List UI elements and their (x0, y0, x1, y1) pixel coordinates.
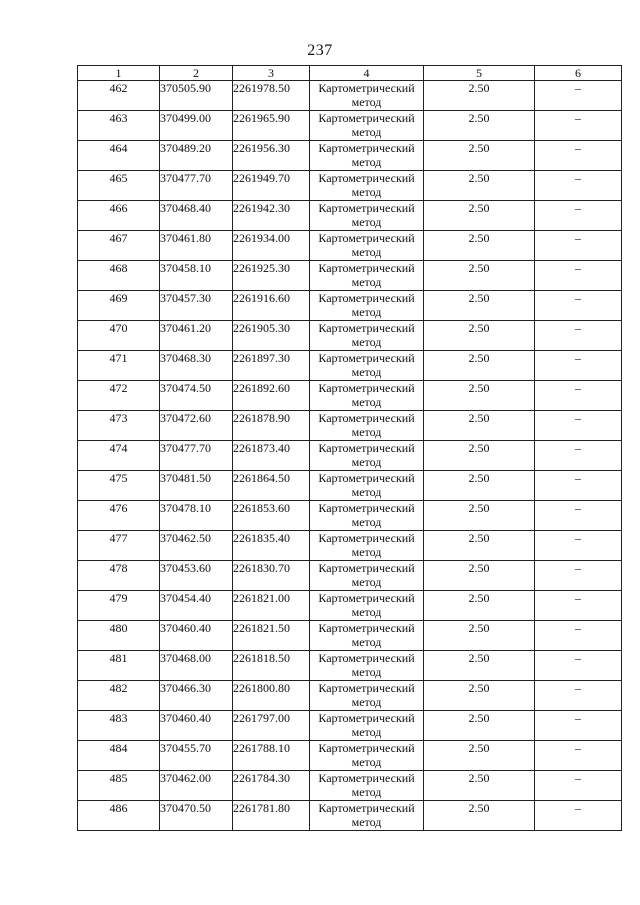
column-header: 1 (78, 66, 160, 81)
x-coordinate-cell: 370478.10 (160, 501, 233, 531)
accuracy-cell: 2.50 (424, 411, 535, 441)
method-text: метод (351, 665, 382, 679)
method-text: Картометрический (318, 231, 415, 245)
y-coordinate-cell: 2261965.90 (233, 111, 310, 141)
method-cell (310, 261, 424, 291)
method-text: Картометрический (318, 111, 415, 125)
method-text: метод (351, 605, 382, 619)
note-cell: – (535, 171, 622, 201)
method-text: метод (351, 395, 382, 409)
table-row (78, 111, 622, 141)
method-text: метод (351, 275, 382, 289)
y-coordinate-cell: 2261853.60 (233, 501, 310, 531)
accuracy-cell: 2.50 (424, 201, 535, 231)
y-coordinate-cell: 2261821.00 (233, 591, 310, 621)
accuracy-cell: 2.50 (424, 621, 535, 651)
accuracy-cell: 2.50 (424, 591, 535, 621)
accuracy-cell: 2.50 (424, 441, 535, 471)
method-cell (310, 111, 424, 141)
method-cell (310, 441, 424, 471)
y-coordinate-cell: 2261942.30 (233, 201, 310, 231)
y-coordinate-cell: 2261864.50 (233, 471, 310, 501)
method-text: Картометрический (318, 681, 415, 695)
table-row (78, 771, 622, 801)
accuracy-cell: 2.50 (424, 321, 535, 351)
table-row (78, 741, 622, 771)
method-cell (310, 411, 424, 441)
note-cell: – (535, 381, 622, 411)
table-row (78, 681, 622, 711)
x-coordinate-cell: 370477.70 (160, 441, 233, 471)
table-row (78, 381, 622, 411)
method-text: метод (351, 485, 382, 499)
method-text: Картометрический (318, 651, 415, 665)
method-text: метод (351, 125, 382, 139)
table-row (78, 711, 622, 741)
column-header: 6 (535, 66, 622, 81)
method-text: Картометрический (318, 171, 415, 185)
method-text: метод (351, 785, 382, 799)
accuracy-cell: 2.50 (424, 351, 535, 381)
note-cell: – (535, 291, 622, 321)
method-text: Картометрический (318, 621, 415, 635)
method-cell (310, 591, 424, 621)
method-text: Картометрический (318, 291, 415, 305)
x-coordinate-cell: 370453.60 (160, 561, 233, 591)
point-number-cell: 467 (78, 231, 160, 261)
table-row (78, 501, 622, 531)
method-text: метод (351, 725, 382, 739)
method-cell (310, 681, 424, 711)
point-number-cell: 472 (78, 381, 160, 411)
table-row (78, 321, 622, 351)
accuracy-cell: 2.50 (424, 231, 535, 261)
note-cell: – (535, 771, 622, 801)
y-coordinate-cell: 2261905.30 (233, 321, 310, 351)
note-cell: – (535, 561, 622, 591)
y-coordinate-cell: 2261835.40 (233, 531, 310, 561)
y-coordinate-cell: 2261916.60 (233, 291, 310, 321)
point-number-cell: 479 (78, 591, 160, 621)
method-text: метод (351, 185, 382, 199)
note-cell: – (535, 351, 622, 381)
method-cell (310, 171, 424, 201)
y-coordinate-cell: 2261784.30 (233, 771, 310, 801)
note-cell: – (535, 81, 622, 111)
x-coordinate-cell: 370468.40 (160, 201, 233, 231)
table-row (78, 471, 622, 501)
method-text: Картометрический (318, 711, 415, 725)
y-coordinate-cell: 2261925.30 (233, 261, 310, 291)
x-coordinate-cell: 370499.00 (160, 111, 233, 141)
method-text: метод (351, 335, 382, 349)
point-number-cell: 464 (78, 141, 160, 171)
method-text: Картометрический (318, 351, 415, 365)
method-text: метод (351, 245, 382, 259)
point-number-cell: 476 (78, 501, 160, 531)
point-number-cell: 474 (78, 441, 160, 471)
accuracy-cell: 2.50 (424, 681, 535, 711)
note-cell: – (535, 231, 622, 261)
table-row (78, 201, 622, 231)
note-cell: – (535, 111, 622, 141)
x-coordinate-cell: 370462.00 (160, 771, 233, 801)
y-coordinate-cell: 2261800.80 (233, 681, 310, 711)
x-coordinate-cell: 370454.40 (160, 591, 233, 621)
note-cell: – (535, 681, 622, 711)
table-row (78, 81, 622, 111)
method-cell (310, 741, 424, 771)
x-coordinate-cell: 370468.30 (160, 351, 233, 381)
point-number-cell: 483 (78, 711, 160, 741)
x-coordinate-cell: 370458.10 (160, 261, 233, 291)
table-row (78, 561, 622, 591)
table-row (78, 531, 622, 561)
note-cell: – (535, 621, 622, 651)
x-coordinate-cell: 370474.50 (160, 381, 233, 411)
accuracy-cell: 2.50 (424, 501, 535, 531)
method-cell (310, 381, 424, 411)
table-row (78, 651, 622, 681)
method-cell (310, 201, 424, 231)
accuracy-cell: 2.50 (424, 531, 535, 561)
method-text: Картометрический (318, 381, 415, 395)
column-header: 5 (424, 66, 535, 81)
accuracy-cell: 2.50 (424, 561, 535, 591)
x-coordinate-cell: 370481.50 (160, 471, 233, 501)
x-coordinate-cell: 370461.80 (160, 231, 233, 261)
method-text: метод (351, 815, 382, 829)
table-row (78, 621, 622, 651)
method-text: метод (351, 155, 382, 169)
method-text: Картометрический (318, 561, 415, 575)
accuracy-cell: 2.50 (424, 471, 535, 501)
method-cell (310, 561, 424, 591)
note-cell: – (535, 741, 622, 771)
method-text: метод (351, 695, 382, 709)
x-coordinate-cell: 370466.30 (160, 681, 233, 711)
method-text: Картометрический (318, 591, 415, 605)
accuracy-cell: 2.50 (424, 261, 535, 291)
table-row (78, 441, 622, 471)
point-number-cell: 480 (78, 621, 160, 651)
method-text: Картометрический (318, 141, 415, 155)
x-coordinate-cell: 370460.40 (160, 621, 233, 651)
x-coordinate-cell: 370489.20 (160, 141, 233, 171)
y-coordinate-cell: 2261873.40 (233, 441, 310, 471)
method-text: Картометрический (318, 741, 415, 755)
method-cell (310, 291, 424, 321)
method-text: метод (351, 95, 382, 109)
x-coordinate-cell: 370468.00 (160, 651, 233, 681)
x-coordinate-cell: 370461.20 (160, 321, 233, 351)
y-coordinate-cell: 2261934.00 (233, 231, 310, 261)
column-header: 2 (160, 66, 233, 81)
x-coordinate-cell: 370462.50 (160, 531, 233, 561)
point-number-cell: 481 (78, 651, 160, 681)
accuracy-cell: 2.50 (424, 771, 535, 801)
method-text: метод (351, 215, 382, 229)
method-text: метод (351, 575, 382, 589)
accuracy-cell: 2.50 (424, 711, 535, 741)
method-text: метод (351, 755, 382, 769)
point-number-cell: 482 (78, 681, 160, 711)
method-text: Картометрический (318, 321, 415, 335)
method-text: Картометрический (318, 411, 415, 425)
coordinates-table (77, 65, 622, 831)
page-number: 237 (307, 42, 333, 59)
y-coordinate-cell: 2261956.30 (233, 141, 310, 171)
method-text: Картометрический (318, 501, 415, 515)
point-number-cell: 463 (78, 111, 160, 141)
point-number-cell: 466 (78, 201, 160, 231)
y-coordinate-cell: 2261978.50 (233, 81, 310, 111)
y-coordinate-cell: 2261949.70 (233, 171, 310, 201)
method-text: Картометрический (318, 261, 415, 275)
x-coordinate-cell: 370457.30 (160, 291, 233, 321)
note-cell: – (535, 261, 622, 291)
method-text: метод (351, 425, 382, 439)
method-cell (310, 621, 424, 651)
note-cell: – (535, 711, 622, 741)
accuracy-cell: 2.50 (424, 381, 535, 411)
method-text: метод (351, 515, 382, 529)
y-coordinate-cell: 2261878.90 (233, 411, 310, 441)
method-text: Картометрический (318, 441, 415, 455)
method-text: метод (351, 545, 382, 559)
y-coordinate-cell: 2261781.80 (233, 801, 310, 831)
method-text: Картометрический (318, 531, 415, 545)
accuracy-cell: 2.50 (424, 171, 535, 201)
note-cell: – (535, 651, 622, 681)
method-cell (310, 471, 424, 501)
note-cell: – (535, 141, 622, 171)
table-row (78, 411, 622, 441)
point-number-cell: 462 (78, 81, 160, 111)
x-coordinate-cell: 370505.90 (160, 81, 233, 111)
method-text: Картометрический (318, 471, 415, 485)
x-coordinate-cell: 370455.70 (160, 741, 233, 771)
table-row (78, 591, 622, 621)
method-text: метод (351, 365, 382, 379)
point-number-cell: 486 (78, 801, 160, 831)
table-row (78, 351, 622, 381)
method-cell (310, 321, 424, 351)
method-text: метод (351, 305, 382, 319)
y-coordinate-cell: 2261788.10 (233, 741, 310, 771)
column-header: 3 (233, 66, 310, 81)
table-row (78, 291, 622, 321)
y-coordinate-cell: 2261830.70 (233, 561, 310, 591)
method-text: Картометрический (318, 201, 415, 215)
table-row (78, 231, 622, 261)
note-cell: – (535, 201, 622, 231)
method-text: метод (351, 635, 382, 649)
method-cell (310, 501, 424, 531)
method-cell (310, 351, 424, 381)
method-text: Картометрический (318, 81, 415, 95)
y-coordinate-cell: 2261821.50 (233, 621, 310, 651)
method-text: Картометрический (318, 801, 415, 815)
table-header-row (78, 66, 622, 81)
point-number-cell: 471 (78, 351, 160, 381)
method-cell (310, 801, 424, 831)
note-cell: – (535, 441, 622, 471)
note-cell: – (535, 411, 622, 441)
table-row (78, 141, 622, 171)
note-cell: – (535, 501, 622, 531)
accuracy-cell: 2.50 (424, 801, 535, 831)
note-cell: – (535, 591, 622, 621)
note-cell: – (535, 801, 622, 831)
method-cell (310, 771, 424, 801)
note-cell: – (535, 321, 622, 351)
method-cell (310, 651, 424, 681)
method-text: Картометрический (318, 771, 415, 785)
point-number-cell: 484 (78, 741, 160, 771)
point-number-cell: 469 (78, 291, 160, 321)
accuracy-cell: 2.50 (424, 81, 535, 111)
method-cell (310, 81, 424, 111)
accuracy-cell: 2.50 (424, 291, 535, 321)
method-cell (310, 711, 424, 741)
point-number-cell: 477 (78, 531, 160, 561)
x-coordinate-cell: 370470.50 (160, 801, 233, 831)
column-header: 4 (310, 66, 424, 81)
accuracy-cell: 2.50 (424, 651, 535, 681)
y-coordinate-cell: 2261818.50 (233, 651, 310, 681)
point-number-cell: 485 (78, 771, 160, 801)
point-number-cell: 468 (78, 261, 160, 291)
note-cell: – (535, 471, 622, 501)
point-number-cell: 473 (78, 411, 160, 441)
accuracy-cell: 2.50 (424, 141, 535, 171)
table-row (78, 171, 622, 201)
method-cell (310, 141, 424, 171)
accuracy-cell: 2.50 (424, 111, 535, 141)
x-coordinate-cell: 370472.60 (160, 411, 233, 441)
method-cell (310, 231, 424, 261)
point-number-cell: 465 (78, 171, 160, 201)
point-number-cell: 478 (78, 561, 160, 591)
y-coordinate-cell: 2261897.30 (233, 351, 310, 381)
method-cell (310, 531, 424, 561)
point-number-cell: 475 (78, 471, 160, 501)
table-row (78, 801, 622, 831)
accuracy-cell: 2.50 (424, 741, 535, 771)
method-text: метод (351, 455, 382, 469)
x-coordinate-cell: 370460.40 (160, 711, 233, 741)
table-row (78, 261, 622, 291)
y-coordinate-cell: 2261892.60 (233, 381, 310, 411)
point-number-cell: 470 (78, 321, 160, 351)
x-coordinate-cell: 370477.70 (160, 171, 233, 201)
y-coordinate-cell: 2261797.00 (233, 711, 310, 741)
note-cell: – (535, 531, 622, 561)
